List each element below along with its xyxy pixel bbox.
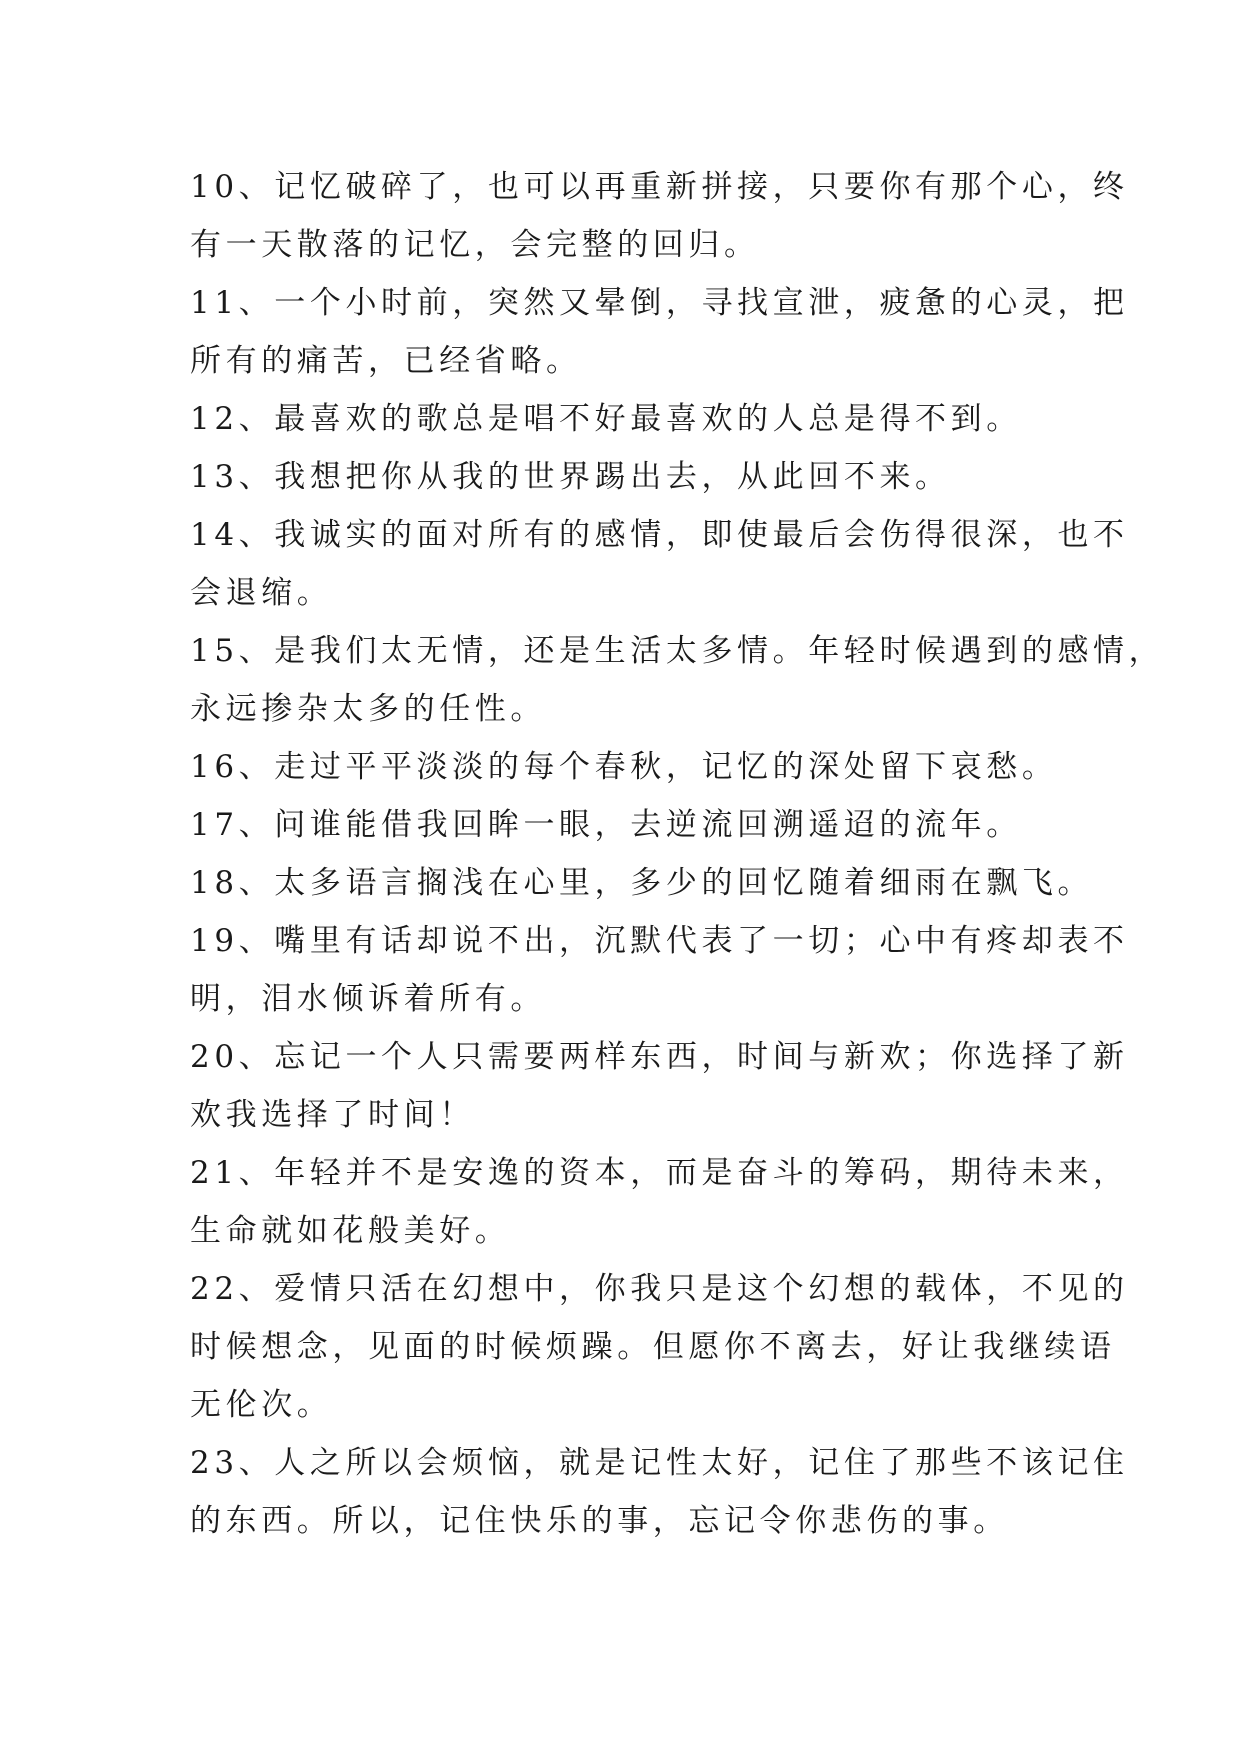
list-item-22: [190, 1260, 1129, 1434]
list-item-20: [190, 1028, 1129, 1144]
text-line: 10、记忆破碎了，也可以再重新拼接，只要你有那个心，终: [190, 169, 1129, 205]
text-line: 时候想念，见面的时候烦躁。但愿你不离去，好让我继续语: [190, 1329, 1116, 1365]
text-line: 11、一个小时前，突然又晕倒，寻找宣泄，疲惫的心灵，把: [190, 285, 1129, 321]
list-item-10: [190, 158, 1129, 274]
text-line: 会退缩。: [190, 575, 333, 611]
text-line: 20、忘记一个人只需要两样东西，时间与新欢；你选择了新: [190, 1039, 1129, 1075]
text-line: 无伦次。: [190, 1387, 333, 1423]
list-item-17: [190, 796, 1070, 854]
text-line: 所有的痛苦，已经省略。: [190, 343, 582, 379]
text-line: 23、人之所以会烦恼，就是记性太好，记住了那些不该记住: [190, 1445, 1129, 1481]
list-item-21: [190, 1144, 1129, 1260]
text-line: 12、最喜欢的歌总是唱不好最喜欢的人总是得不到。: [190, 401, 1022, 437]
document-body: [190, 158, 1165, 1550]
list-item-18: [190, 854, 1094, 912]
list-item-16: [190, 738, 1070, 796]
list-item-13: [190, 448, 1070, 506]
text-line: 15、是我们太无情，还是生活太多情。年轻时候遇到的感情，: [190, 633, 1165, 669]
text-line: 永远掺杂太多的任性。: [190, 691, 546, 727]
text-line: 22、爱情只活在幻想中，你我只是这个幻想的载体，不见的: [190, 1271, 1129, 1307]
list-item-12: [190, 390, 1070, 448]
text-line: 明，泪水倾诉着所有。: [190, 981, 546, 1017]
text-line: 16、走过平平淡淡的每个春秋，记忆的深处留下哀愁。: [190, 749, 1058, 785]
list-item-23: [190, 1434, 1129, 1550]
text-line: 有一天散落的记忆，会完整的回归。: [190, 227, 760, 263]
text-line: 的东西。所以，记住快乐的事，忘记令你悲伤的事。: [190, 1503, 1009, 1539]
text-line: 18、太多语言搁浅在心里，多少的回忆随着细雨在飘飞。: [190, 865, 1094, 901]
list-item-15: [190, 622, 1165, 738]
list-item-11: [190, 274, 1129, 390]
text-line: 14、我诚实的面对所有的感情，即使最后会伤得很深，也不: [190, 517, 1129, 553]
text-line: 13、我想把你从我的世界踢出去，从此回不来。: [190, 459, 951, 495]
text-line: 17、问谁能借我回眸一眼，去逆流回溯遥迢的流年。: [190, 807, 1022, 843]
text-line: 生命就如花般美好。: [190, 1213, 511, 1249]
text-line: 欢我选择了时间！: [190, 1097, 475, 1133]
text-line: 21、年轻并不是安逸的资本，而是奋斗的筹码，期待未来，: [190, 1155, 1129, 1191]
text-line: 19、嘴里有话却说不出，沉默代表了一切；心中有疼却表不: [190, 923, 1129, 959]
list-item-19: [190, 912, 1129, 1028]
list-item-14: [190, 506, 1129, 622]
